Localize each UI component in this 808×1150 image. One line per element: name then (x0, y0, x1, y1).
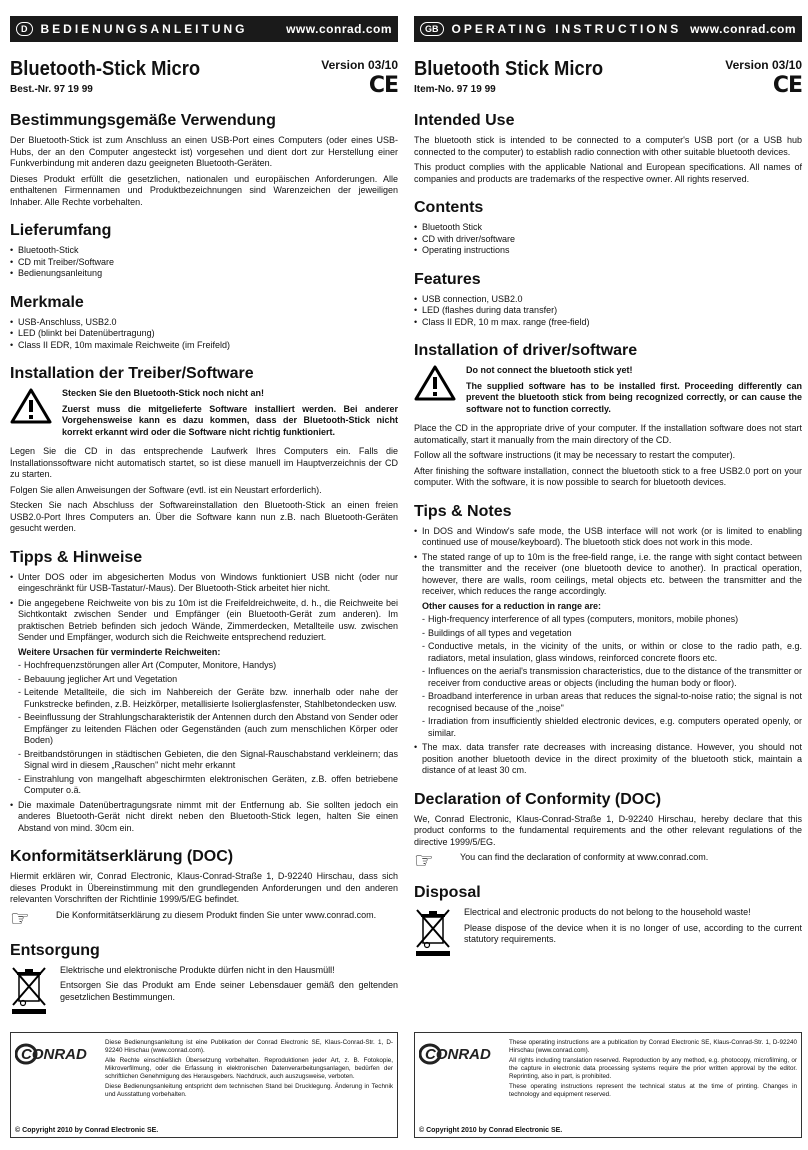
list-item (10, 598, 398, 644)
tips-list (414, 742, 802, 777)
section-heading: Declaration of Conformity (DOC) (414, 790, 662, 808)
section-heading: Tipps & Hinweise (10, 548, 143, 566)
paragraph: We, Conrad Electronic, Klaus-Conrad-Straße 1, D-92240 Hirschau, hereby declare that this product conforms to the fundamental requirements and the other relevant regulations of the directive 1999/5/EG. (414, 813, 802, 847)
warning-text: Stecken Sie den Bluetooth-Stick noch nicht an! (62, 388, 265, 398)
list-item: - Conductive metals, in the vicinity of the units, or within or close to the radio path, e.g. radiators, metal insulation, glass windows, reinforced concrete floors etc. (422, 641, 802, 664)
crossed-bin-icon (10, 965, 50, 1020)
list-item (414, 552, 802, 598)
page-title: Bluetooth-Stick Micro (10, 58, 201, 80)
item-number: Item-No. 97 19 99 (414, 84, 496, 95)
list-item: • In DOS and Window's safe mode, the USB interface will not work (or is limited to enabling continued use of mouse/keyboard). The bluetooth stick does not work in this mode. (414, 526, 802, 549)
features-list (10, 317, 398, 352)
note-row (414, 848, 802, 873)
banner-url[interactable]: www.conrad.com (690, 22, 796, 36)
list-item: • Unter DOS oder im abgesicherten Modus von Windows funktioniert USB nicht (oder nur eingeschränkt für USB-Tastatur/-Maus). Der Bluetooth-Stick arbeitet hier nicht. (10, 572, 398, 595)
footer-text: Alle Rechte einschließlich Übersetzung vorbehalten. Reproduktionen jeder Art, z. B. Fotokopie, Mikroverfilmung, oder die Erfassung in elektronischen Datenverarbeitungsanlagen, bedürfen der schriftlichen Genehmigung des Herausgebers. Nachdruck, auch auszugsweise, verboten. (105, 1057, 393, 1080)
section-heading: Bestimmungsgemäße Verwendung (10, 112, 276, 129)
lang-badge: D (16, 22, 33, 36)
paragraph: Entsorgen Sie das Produkt am Ende seiner Lebensdauer gemäß den geltenden gesetzlichen Bestimmungen. (60, 980, 398, 1002)
paragraph: Electrical and electronic products do not belong to the household waste! (464, 907, 751, 917)
footer-text: Diese Bedienungsanleitung ist eine Publikation der Conrad Electronic SE, Klaus-Conrad-Str. 1, D-92240 Hirschau (www.conrad.com). (105, 1039, 393, 1054)
list-item: - Einstrahlung von mangelhaft abgeschirmten elektronischen Geräten, z.B. offen betriebene Computer o.ä. (18, 774, 398, 797)
footer-text: All rights including translation reserved. Reproduction by any method, e.g. photocopy, microfilming, or the capture in electronic data processing systems require the prior written approval by the editor. Reprinting, also in part, is prohibited. (509, 1057, 797, 1080)
list-item: • USB-Anschluss, USB2.0 (10, 317, 398, 329)
features-list (414, 294, 802, 329)
warning-text: Do not connect the bluetooth stick yet! (466, 365, 633, 375)
logo-text: CONRAD (425, 1046, 491, 1063)
footer-gb (414, 1032, 802, 1138)
banner-url[interactable]: www.conrad.com (286, 22, 392, 36)
list-item: - Broadband interference in urban areas that reduces the signal-to-noise ratio; the signal is not recognised because of the „noise" (422, 691, 802, 714)
range-causes-list (18, 660, 398, 797)
header (10, 58, 398, 98)
footer-text: These operating instructions are a publication by Conrad Electronic SE, Klaus-Conrad-Str. 1, D-92240 Hirschau (www.conrad.com). (509, 1039, 797, 1054)
list-item-text: The stated range of up to 10m is the free-field range, i.e. the range with sight contact between the transmitter and the receiver (one bluetooth device to another). In practical operation, however, there are walls, room ceilings, metal objects etc. between the transmitter and the receiver, which reduces the range accordingly. (422, 551, 802, 596)
list-item: - Bebauung jeglicher Art und Vegetation (18, 674, 398, 686)
list-item: - Hochfrequenzstörungen aller Art (Computer, Monitore, Handys) (18, 660, 398, 672)
section-heading: Entsorgung (10, 941, 100, 959)
paragraph: Dieses Produkt erfüllt die gesetzlichen, nationalen und europäischen Anforderungen. Alle enthaltenen Firmennamen und Produktbezeichnungen sind Warenzeichen der jeweiligen Inhaber. Alle Rechte vorbehalten. (10, 173, 398, 207)
version: Version 03/10 (725, 58, 802, 72)
contents-list (10, 245, 398, 280)
list-item: - Leitende Metallteile, die sich im Nahbereich der Geräte bzw. innerhalb oder nahe der Funkstrecke befinden, z.B. Heizkörper, metallisierte Isolierglasfenster, Stahlbetondecken usw. (18, 687, 398, 710)
paragraph: This product complies with the applicable National and European specifications. All names of companies and products are trademarks of the respective owner. All rights reserved. (414, 162, 802, 184)
section-heading: Installation of driver/software (414, 342, 638, 359)
subheading: Weitere Ursachen für verminderte Reichweiten: (18, 646, 221, 657)
list-item: • Class II EDR, 10 m max. range (free-field) (414, 317, 802, 329)
pointing-hand-icon: ☞ (414, 848, 434, 873)
page-title: Bluetooth Stick Micro (414, 58, 604, 80)
disposal-row (414, 907, 802, 962)
paragraph: Stecken Sie nach Abschluss der Softwareinstallation den Bluetooth-Stick an einen freien USB2.0-Port Ihres Computers an. Über die Software kann nun z.B. nach Bluetooth-Geräten gesucht werden. (10, 500, 398, 533)
list-item: • USB connection, USB2.0 (414, 294, 802, 306)
list-item: - Buildings of all types and vegetation (422, 628, 802, 640)
paragraph: Elektrische und elektronische Produkte dürfen nicht in den Hausmüll! (60, 964, 335, 975)
warning-box (414, 365, 802, 419)
item-number: Best.-Nr. 97 19 99 (10, 84, 93, 95)
banner-title: OPERATING INSTRUCTIONS (451, 22, 682, 36)
section-heading: Contents (414, 199, 484, 216)
footer-de (10, 1032, 398, 1138)
pointing-hand-icon: ☞ (10, 905, 30, 931)
footer-text: Diese Bedienungsanleitung entspricht dem technischen Stand bei Drucklegung. Änderung in Technik und Ausstattung vorbehalten. (105, 1083, 393, 1098)
section-heading: Merkmale (10, 293, 84, 311)
conrad-logo (15, 1039, 101, 1069)
ce-mark-icon: CE (772, 73, 802, 98)
note-row (10, 905, 398, 931)
paragraph: You can find the declaration of conformity at www.conrad.com. (460, 852, 709, 862)
english-column (414, 16, 802, 962)
tips-list (10, 800, 398, 835)
range-causes-list (422, 614, 802, 739)
logo-text: CONRAD (21, 1046, 87, 1063)
paragraph: After finishing the software installation, connect the bluetooth stick to a free USB2.0 port on your computer. With the software, it is now possible to search for bluetooth devices. (414, 465, 802, 487)
section-heading: Features (414, 270, 481, 288)
section-heading: Tips & Notes (414, 502, 512, 520)
list-item-text: Die angegebene Reichweite von bis zu 10m ist die Freifeldreichweite, d. h., die Reichweite bei Sichtkontakt zwischen Sender und Empfänger (ein Bluetooth-Gerät zum anderen). Im praktischen Betrieb befinden sich jedoch Wände, Zimmerdecken, Metallteile usw. zwischen Sender und Empfänger, wodurch sich die Reichweite entsprechend reduziert. (18, 597, 398, 642)
warning-triangle-icon (414, 365, 458, 419)
warning-text: The supplied software has to be installed first. Proceeding differently can prevent the bluetooth stick from being recognized correctly, or can cause the software not to function correctly. (466, 380, 802, 414)
list-item: • LED (blinkt bei Datenübertragung) (10, 328, 398, 340)
version: Version 03/10 (321, 58, 398, 72)
disposal-row (10, 965, 398, 1020)
tips-list (414, 526, 802, 598)
list-item: • Die maximale Datenübertragungsrate nimmt mit der Entfernung ab. Sie sollten jedoch ein anderes Bluetooth-Gerät nicht direkt neben den Bluetooth-Stick legen, halten Sie einen Abstand von mind. 30cm ein. (10, 800, 398, 835)
copyright: © Copyright 2010 by Conrad Electronic SE. (15, 1127, 159, 1134)
paragraph: The bluetooth stick is intended to be connected to a computer's USB port (or a USB hub connected to the computer) to establish radio connection with other suitable bluetooth devices. (414, 135, 802, 157)
ce-mark-icon: CE (368, 73, 398, 98)
list-item: • Bedienungsanleitung (10, 268, 398, 280)
paragraph: Place the CD in the appropriate drive of your computer. If the installation software does not start automatically, start it manually from the main directory of the CD. (414, 423, 802, 445)
banner-de (10, 16, 398, 42)
warning-box (10, 388, 398, 442)
list-item: • CD mit Treiber/Software (10, 257, 398, 269)
paragraph: Follow all the software instructions (it may be necessary to restart the computer). (414, 450, 736, 460)
list-item: • CD with driver/software (414, 234, 802, 246)
section-heading: Disposal (414, 884, 481, 901)
list-item: • Bluetooth Stick (414, 222, 802, 234)
conrad-logo (419, 1039, 505, 1069)
list-item: - High-frequency interference of all types (computers, monitors, mobile phones) (422, 614, 802, 626)
list-item: - Beeinflussung der Strahlungscharakteristik der Antennen durch den Abstand von Sender oder Empfänger zu leitenden Flächen oder Gegenständen (auch zum menschlichen Körper oder Boden) (18, 712, 398, 747)
header (414, 58, 802, 98)
crossed-bin-icon (414, 907, 454, 962)
section-heading: Lieferumfang (10, 222, 112, 239)
paragraph: Hiermit erklären wir, Conrad Electronic, Klaus-Conrad-Straße 1, D-92240 Hirschau, dass sich dieses Produkt in Übereinstimmung mit den grundlegenden Anforderungen und den anderen relevanten Vorschriften der Richtlinie 1999/5/EG befindet. (10, 871, 398, 904)
contents-list (414, 222, 802, 257)
section-heading: Intended Use (414, 112, 515, 129)
list-item: - Breitbandstörungen in städtischen Gebieten, die den Signal-Rauschabstand verkleinern; das Signal wird in diesem „Rauschen" nicht mehr erkannt (18, 749, 398, 772)
list-item: • Operating instructions (414, 245, 802, 257)
german-column (10, 16, 398, 1020)
banner-title: BEDIENUNGSANLEITUNG (40, 22, 248, 36)
footer-text: These operating instructions represent the technical status at the time of printing. Changes in technology and equipment reserved. (509, 1083, 797, 1098)
list-item: • Class II EDR, 10m maximale Reichweite (im Freifeld) (10, 340, 398, 352)
section-heading: Installation der Treiber/Software (10, 365, 254, 382)
list-item: • Bluetooth-Stick (10, 245, 398, 257)
list-item: - Irradiation from insufficiently shielded electronic devices, e.g. computers operated openly, or similar. (422, 716, 802, 739)
subheading: Other causes for a reduction in range are: (422, 600, 602, 611)
paragraph: Please dispose of the device when it is no longer of use, according to the current statutory requirements. (464, 922, 802, 944)
paragraph: Folgen Sie allen Anweisungen der Software (evtl. ist ein Neustart erforderlich). (10, 484, 322, 495)
copyright: © Copyright 2010 by Conrad Electronic SE. (419, 1127, 563, 1134)
tips-list (10, 572, 398, 644)
warning-triangle-icon (10, 388, 54, 442)
paragraph: Legen Sie die CD in das entsprechende Laufwerk Ihres Computers ein. Falls die Installationssoftware nicht automatisch startet, so ist diese manuell im Hauptverzeichnis der CD zu starten. (10, 446, 398, 479)
paragraph: Die Konformitätserklärung zu diesem Produkt finden Sie unter www.conrad.com. (56, 909, 377, 920)
banner-gb (414, 16, 802, 42)
paragraph: Der Bluetooth-Stick ist zum Anschluss an einen USB-Port eines Computers (oder eines USB-Hubs, der an den Computer angesteckt ist) vorgesehen und dient dort zur Herstellung einer Funkverbindung mit anderen dazu geeigneten Bluetooth-Geräten. (10, 135, 398, 168)
list-item: • LED (flashes during data transfer) (414, 305, 802, 317)
list-item: - Influences on the aerial's transmission characteristics, due to the distance of the transmitter or receiver from conductive areas or objects (including the human body or floor). (422, 666, 802, 689)
warning-text: Zuerst muss die mitgelieferte Software installiert werden. Bei anderer Vorgehensweise kann es dazu kommen, dass der Bluetooth-Stick nicht korrekt erkannt wird oder die Software nicht richtig funktioniert. (62, 403, 398, 437)
lang-badge: GB (420, 22, 444, 36)
section-heading: Konformitätserklärung (DOC) (10, 848, 234, 865)
list-item: • The max. data transfer rate decreases with increasing distance. However, you should not position another bluetooth device in the direct proximity of the bluetooth stick, maintain a distance of at least 30 cm. (414, 742, 802, 777)
